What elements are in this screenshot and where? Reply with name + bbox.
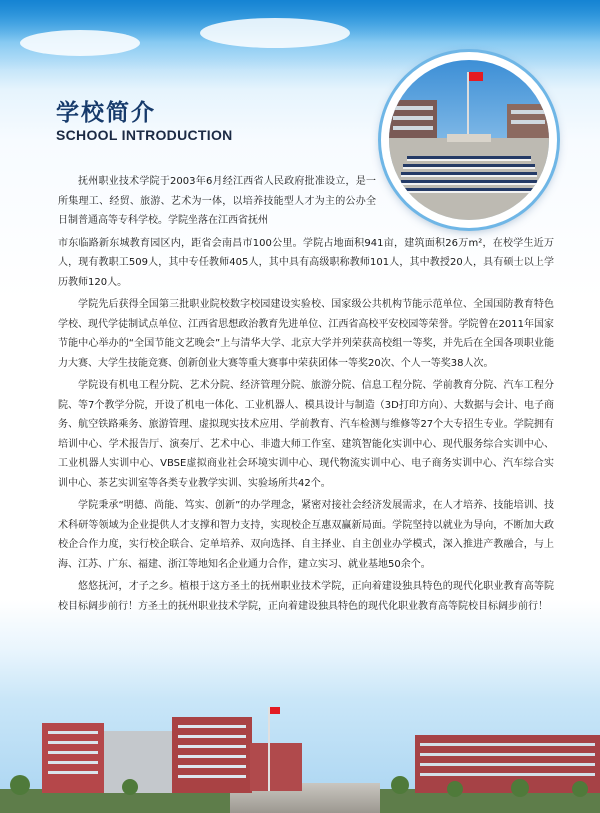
introduction-text xyxy=(58,172,554,619)
paragraph: 市东临路新东城教育园区内，距省会南昌市100公里。学院占地面积941亩，建筑面积26万m²，在校学生近万人，现有教职工509人，其中专任教师405人，其中具有高级职称教师101人，其中教授20人，具有硕士以上学历教师120人。 xyxy=(58,237,554,288)
paragraph: 悠悠抚河，才子之乡。植根于这方圣土的抚州职业技术学院，正向着建设独具特色的现代化职业教育高等院校目标阔步前行！方圣土的抚州职业技术学院，正向着建设独具特色的现代化职业教育高等院校目标阔步前行！ xyxy=(58,581,554,612)
cloud-decoration xyxy=(20,30,140,56)
page-subtitle: SCHOOL INTRODUCTION xyxy=(56,127,233,143)
paragraph: 学院先后获得全国第三批职业院校数字校园建设实验校、国家级公共机构节能示范单位、全国国防教育特色学校、现代学徒制试点单位、江西省思想政治教育先进单位、江西省高校平安校园等荣誉。学院曾在2011年国家节能中心举办的“全国节能文艺晚会”上与清华大学、北京大学并列荣获高校组一等奖，并先后在全国各项职业能力大赛、大学生技能竞赛、创新创业大赛等重大赛事中荣获团体一等奖20次、个人一等奖38人次。 xyxy=(58,299,554,369)
paragraph: 抚州职业技术学院于2003年6月经江西省人民政府批准设立，是一所集理工、经贸、旅游、艺术为一体，以培养技能型人才为主的公办全日制普通高等专科学校。学院坐落在江西省抚州 xyxy=(58,176,376,226)
page-title: 学校简介 xyxy=(56,100,156,126)
paragraph: 学院设有机电工程分院、艺术分院、经济管理分院、旅游分院、信息工程分院、学前教育分院、汽车工程分院、等7个教学分院，开设了机电一体化、工业机器人、模具设计与制造（3D打印方向）、大数据与会计、电子商务、航空铁路乘务、旅游管理、虚拟现实技术应用、学前教育、汽车检测与维修等27个大专招生专业。学院拥有培训中心、学术报告厅、演奏厅、艺术中心、非遗大师工作室、建筑智能化实训中心、现代服务综合实训中心、工业机器人实训中心、VBSE虚拟商业社会环境实训中心、现代物流实训中心、电子商务实训中心、汽车综合实训中心、茶艺实训室等各类专业教学实训、实验场所共42个。 xyxy=(58,380,554,489)
campus-panorama xyxy=(0,693,600,813)
cloud-decoration xyxy=(200,18,350,48)
paragraph: 学院秉承“明德、尚能、笃实、创新”的办学理念，紧密对接社会经济发展需求，在人才培养、技能培训、技术科研等领域为企业提供人才支撑和智力支持，实现校企互惠双赢新局面。学院坚持以就业为导向，不断加大政校企合作力度，实行校企联合、定单培养、双向选择、自主择业、自主创业办学模式，深入推进产教融合，与上海、江苏、广东、福建、浙江等地知名企业通力合作，建立实习、就业基地50余个。 xyxy=(58,500,554,570)
